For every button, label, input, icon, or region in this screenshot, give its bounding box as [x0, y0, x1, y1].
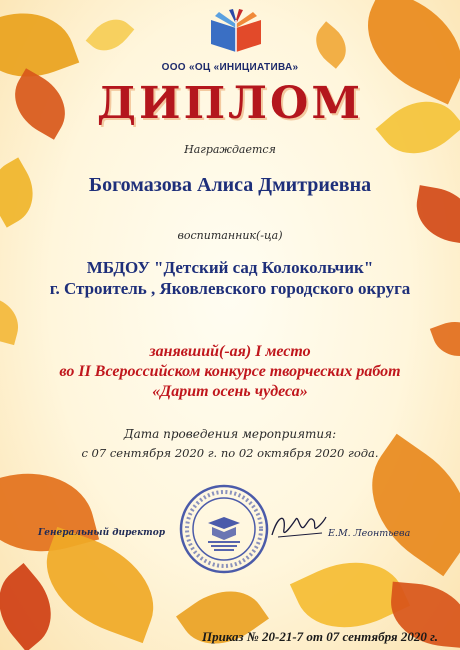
autumn-leaf-decoration — [0, 295, 24, 345]
date-label: Дата проведения мероприятия: — [123, 427, 337, 441]
institution-line-2: г. Строитель , Яковлевского городского округа — [49, 279, 411, 298]
date-value: с 07 сентября 2020 г. по 02 октября 2020 года. — [81, 446, 379, 460]
awarded-label: Награждается — [184, 143, 276, 156]
organization-name: ООО «ОЦ «ИНИЦИАТИВА» — [161, 62, 299, 73]
autumn-leaf-decoration — [86, 10, 135, 60]
institution-line-1: МБДОУ "Детский сад Колокольчик" — [86, 258, 374, 277]
recipient-name: Богомазова Алиса Дмитриевна — [88, 174, 372, 196]
organization-stamp-icon — [178, 483, 270, 575]
contest-name: «Дарит осень чудеса» — [152, 383, 308, 400]
order-number: Приказ № 20-21-7 от 07 сентября 2020 г. — [201, 629, 438, 644]
recipient-role: воспитанник(-ца) — [177, 229, 283, 242]
place-line: занявший(-ая) I место — [149, 343, 311, 360]
book-logo-icon — [205, 8, 267, 58]
director-signature-icon — [268, 505, 328, 545]
director-name: Е.М. Леонтьева — [328, 528, 411, 539]
autumn-leaf-decoration — [30, 527, 170, 643]
institution — [0, 257, 460, 299]
diploma-title: ДИПЛОМ — [96, 78, 364, 129]
achievement — [0, 342, 460, 402]
contest-line: во II Всероссийском конкурсе творческих работ — [59, 363, 401, 380]
director-label: Генеральный директор — [38, 528, 166, 538]
